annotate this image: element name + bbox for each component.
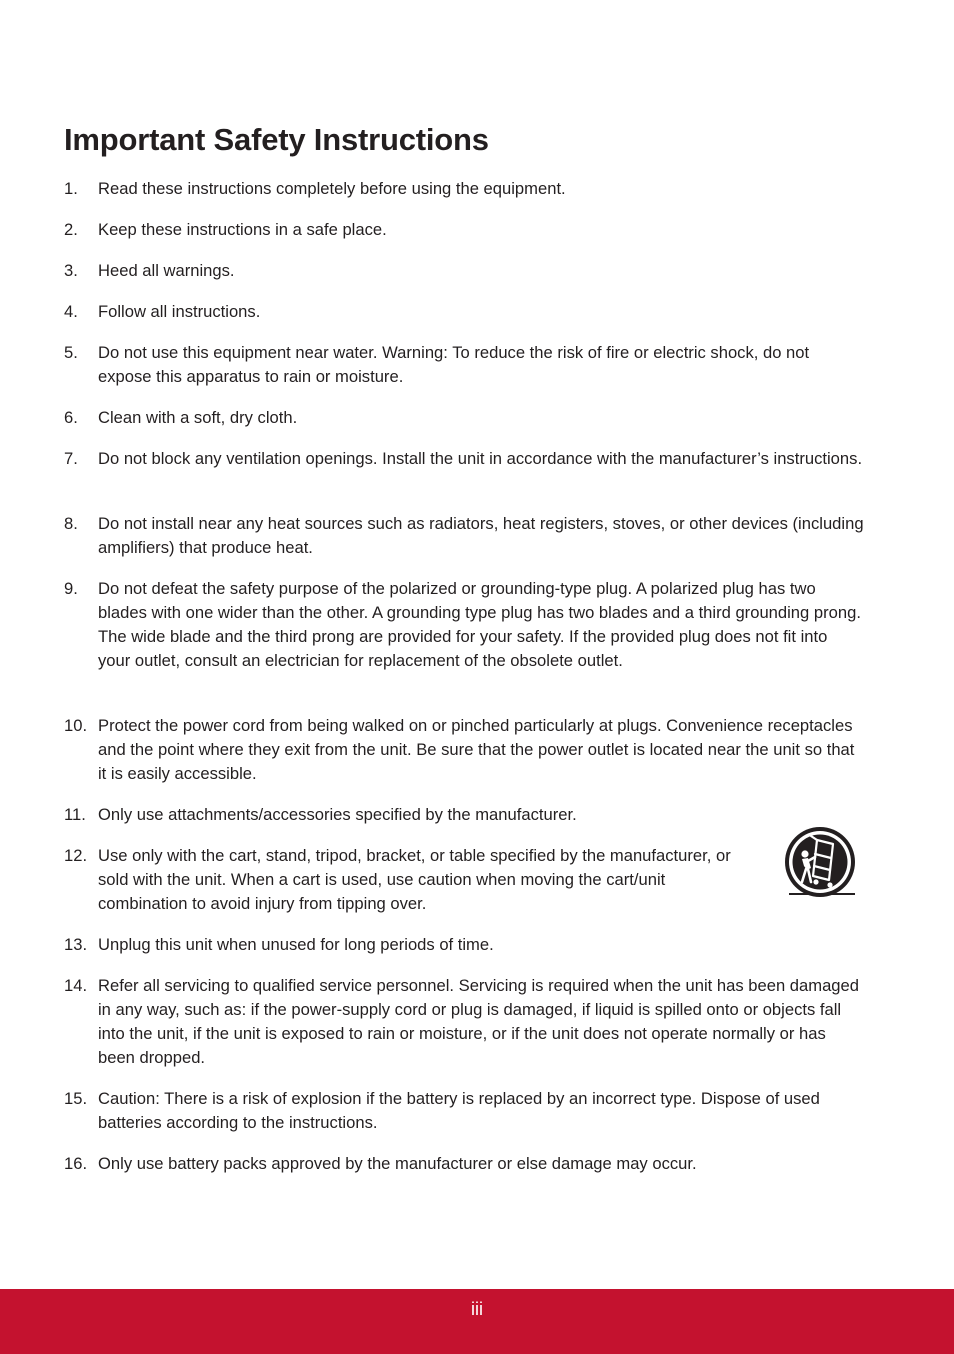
item-text: Read these instructions completely before using the equipment. bbox=[98, 179, 566, 198]
list-item bbox=[64, 1087, 864, 1135]
item-text: Do not use this equipment near water. Warning: To reduce the risk of fire or electric shock, do not expose this apparatus to rain or moisture. bbox=[98, 343, 810, 386]
item-number: 4. bbox=[64, 302, 78, 321]
item-number: 10. bbox=[64, 716, 88, 735]
list-item bbox=[64, 218, 864, 242]
item-number: 12. bbox=[64, 846, 88, 865]
item-number: 2. bbox=[64, 220, 78, 239]
list-item bbox=[64, 447, 864, 471]
item-text: Clean with a soft, dry cloth. bbox=[98, 408, 298, 427]
list-item bbox=[64, 341, 864, 389]
item-number: 9. bbox=[64, 579, 78, 598]
list-item bbox=[64, 259, 864, 283]
list-item bbox=[64, 512, 864, 560]
item-text: Only use battery packs approved by the manufacturer or else damage may occur. bbox=[98, 1154, 697, 1173]
list-item bbox=[64, 714, 864, 786]
page-title: Important Safety Instructions bbox=[64, 122, 489, 157]
item-text: Refer all servicing to qualified service personnel. Servicing is required when the unit has been damaged in any way, such as: if the power-supply cord or plug is damaged, if liquid is spilled onto or objects fall into the unit, if the unit is exposed to rain or moisture, or if the unit does not operate normally or has been dropped. bbox=[98, 976, 859, 1067]
item-text: Heed all warnings. bbox=[98, 261, 235, 280]
item-text: Caution: There is a risk of explosion if the battery is replaced by an incorrect type. Dispose of used batteries according to the instructions. bbox=[98, 1089, 820, 1132]
item-text: Only use attachments/accessories specified by the manufacturer. bbox=[98, 805, 577, 824]
item-number: 11. bbox=[64, 805, 86, 824]
cart-tip-over-warning-icon bbox=[780, 824, 860, 900]
item-text: Protect the power cord from being walked on or pinched particularly at plugs. Convenience receptacles and the point where they exit from the unit. Be sure that the power outlet is located near the unit so that it is easily accessible. bbox=[98, 716, 855, 783]
item-number: 7. bbox=[64, 449, 78, 468]
item-number: 15. bbox=[64, 1089, 88, 1108]
item-number: 16. bbox=[64, 1154, 88, 1173]
footer-bar bbox=[0, 1289, 954, 1354]
item-text: Do not install near any heat sources such as radiators, heat registers, stoves, or other devices (including amplifiers) that produce heat. bbox=[98, 514, 864, 557]
item-text: Do not block any ventilation openings. Install the unit in accordance with the manufacturer’s instructions. bbox=[98, 449, 863, 468]
item-number: 1. bbox=[64, 179, 78, 198]
list-item bbox=[64, 844, 864, 916]
item-text: Use only with the cart, stand, tripod, bracket, or table specified by the manufacturer, or sold with the unit. When a cart is used, use caution when moving the cart/unit combination to avoid injury from tipping over. bbox=[98, 846, 731, 913]
item-text: Unplug this unit when unused for long periods of time. bbox=[98, 935, 494, 954]
list-item bbox=[64, 177, 864, 201]
item-number: 8. bbox=[64, 514, 78, 533]
item-number: 5. bbox=[64, 343, 78, 362]
item-number: 13. bbox=[64, 935, 88, 954]
list-item bbox=[64, 974, 864, 1070]
list-item bbox=[64, 300, 864, 324]
item-number: 14. bbox=[64, 976, 88, 995]
list-item bbox=[64, 933, 864, 957]
list-item bbox=[64, 406, 864, 430]
item-number: 6. bbox=[64, 408, 78, 427]
item-text: Keep these instructions in a safe place. bbox=[98, 220, 387, 239]
list-item bbox=[64, 1152, 864, 1176]
item-text: Follow all instructions. bbox=[98, 302, 261, 321]
page-number: iii bbox=[471, 1299, 483, 1319]
item-text: Do not defeat the safety purpose of the polarized or grounding-type plug. A polarized plug has two blades with one wider than the other. A grounding type plug has two blades and a third grounding prong. The wide blade and the third prong are provided for your safety. If the provided plug does not fit into your outlet, consult an electrician for replacement of the obsolete outlet. bbox=[98, 579, 861, 670]
list-item bbox=[64, 803, 864, 827]
list-item bbox=[64, 577, 864, 673]
item-number: 3. bbox=[64, 261, 78, 280]
